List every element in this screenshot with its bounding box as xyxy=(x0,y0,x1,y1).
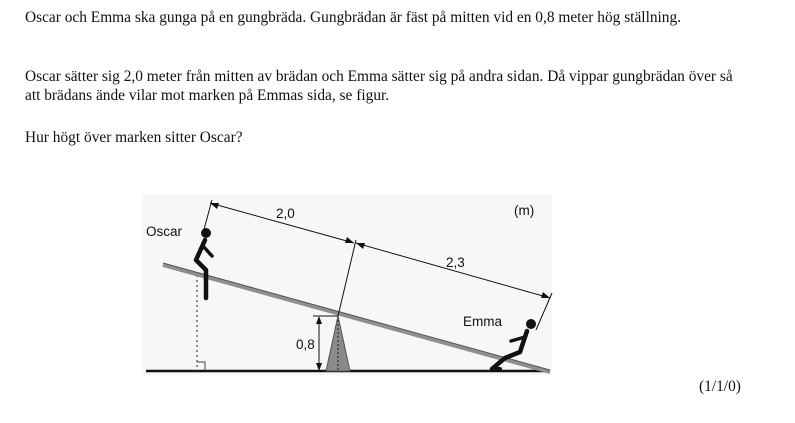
distance-emma-label: 2,3 xyxy=(446,255,465,270)
points-label: (1/1/0) xyxy=(699,378,741,395)
emma-head xyxy=(526,319,536,329)
distance-oscar-label: 2,0 xyxy=(276,206,295,221)
oscar-head xyxy=(201,228,211,238)
figure-background xyxy=(142,195,552,375)
problem-question: Hur högt över marken sitter Oscar? xyxy=(25,129,243,146)
oscar-label: Oscar xyxy=(146,224,183,239)
problem-paragraph-2: Oscar sätter sig 2,0 meter från mitten av brädan och Emma sätter sig på andra sidan. Då vippar gungbrädan över så att brädans ände vilar mot marken på Emmas sida, se figur. xyxy=(25,68,733,104)
problem-paragraph-1: Oscar och Emma ska gunga på en gungbräda. Gungbrädan är fäst på mitten vid en 0,8 meter hög ställning. xyxy=(25,9,682,26)
height-label: 0,8 xyxy=(296,337,315,352)
unit-label: (m) xyxy=(514,203,535,218)
emma-label: Emma xyxy=(463,314,503,329)
